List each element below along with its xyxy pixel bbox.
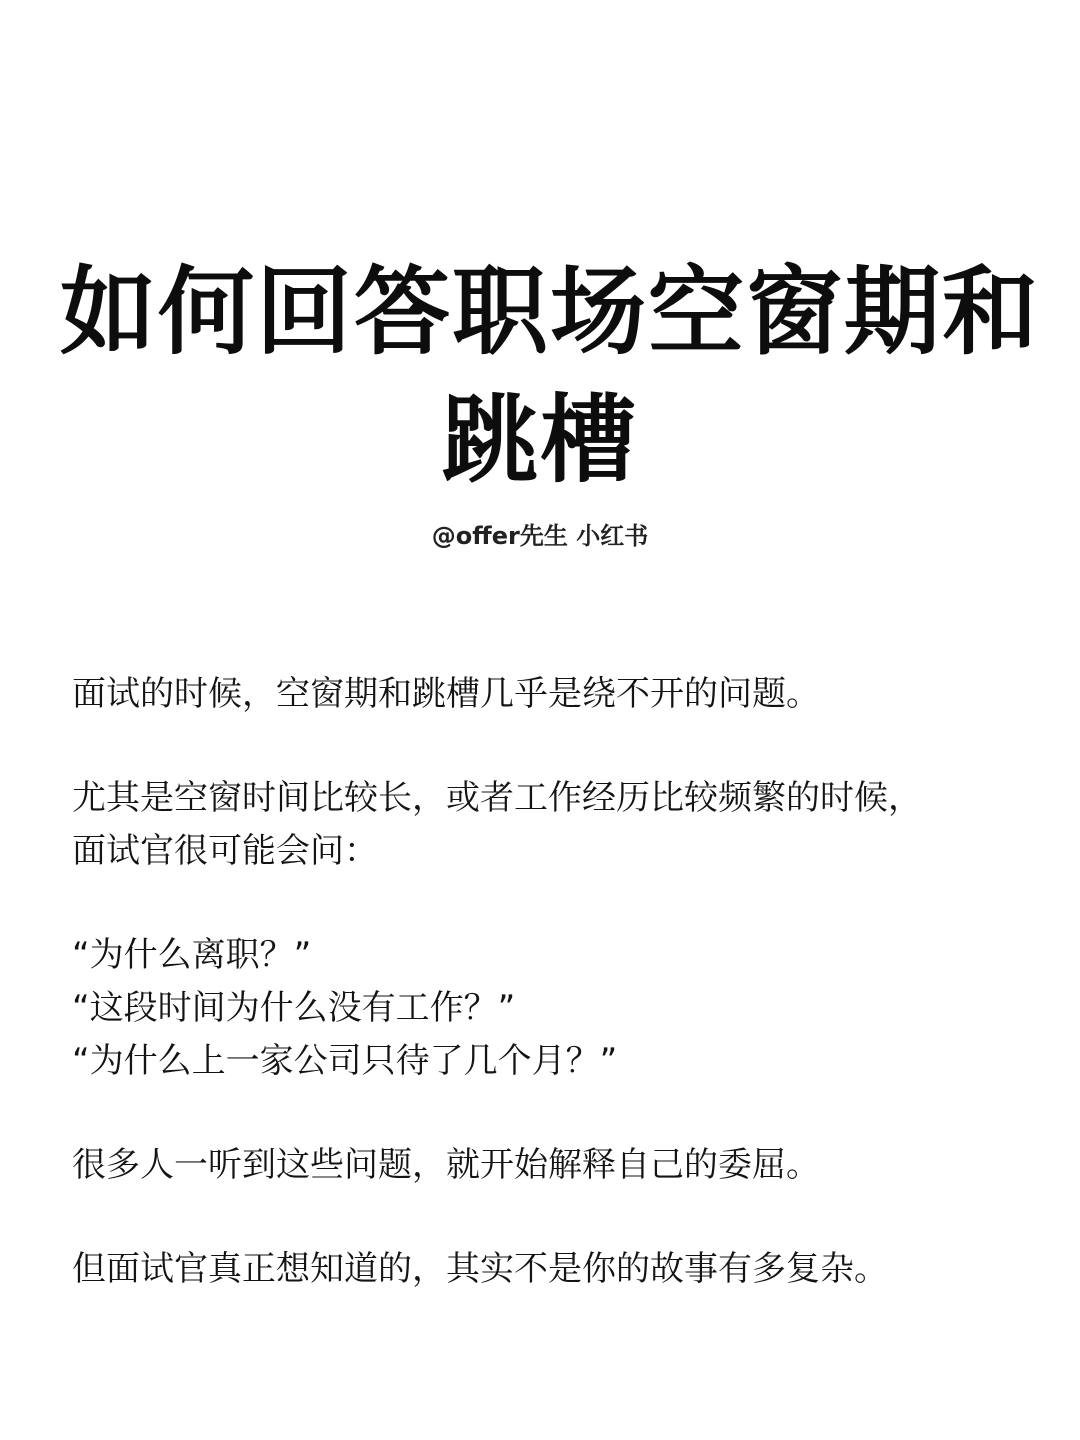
paragraph-intro: 面试的时候，空窗期和跳槽几乎是绕不开的问题。: [72, 674, 820, 714]
article-body: [72, 668, 1012, 1296]
paragraph-spacer: [72, 1192, 1012, 1243]
title-line-1: 如何回答职场空窗期和: [60, 256, 1040, 368]
paragraph-spacer: [72, 878, 1012, 929]
title-line-2: 跳槽: [442, 384, 638, 496]
author-watermark: @offer先生 小红书: [431, 522, 649, 550]
paragraph-reaction: 很多人一听到这些问题，就开始解释自己的委屈。: [72, 1145, 820, 1185]
page-title: [60, 248, 1040, 504]
paragraph-context-line-2: 面试官很可能会问：: [72, 831, 378, 871]
quote-question-1: “为什么离职？”: [72, 935, 312, 975]
quote-question-2: “这段时间为什么没有工作？”: [72, 988, 516, 1028]
paragraph-spacer: [72, 721, 1012, 772]
quote-question-3: “为什么上一家公司只待了几个月？”: [72, 1041, 618, 1081]
paragraph-insight: 但面试官真正想知道的，其实不是你的故事有多复杂。: [72, 1249, 888, 1289]
paragraph-spacer: [72, 1088, 1012, 1139]
paragraph-context-line-1: 尤其是空窗时间比较长，或者工作经历比较频繁的时候，: [72, 778, 922, 818]
